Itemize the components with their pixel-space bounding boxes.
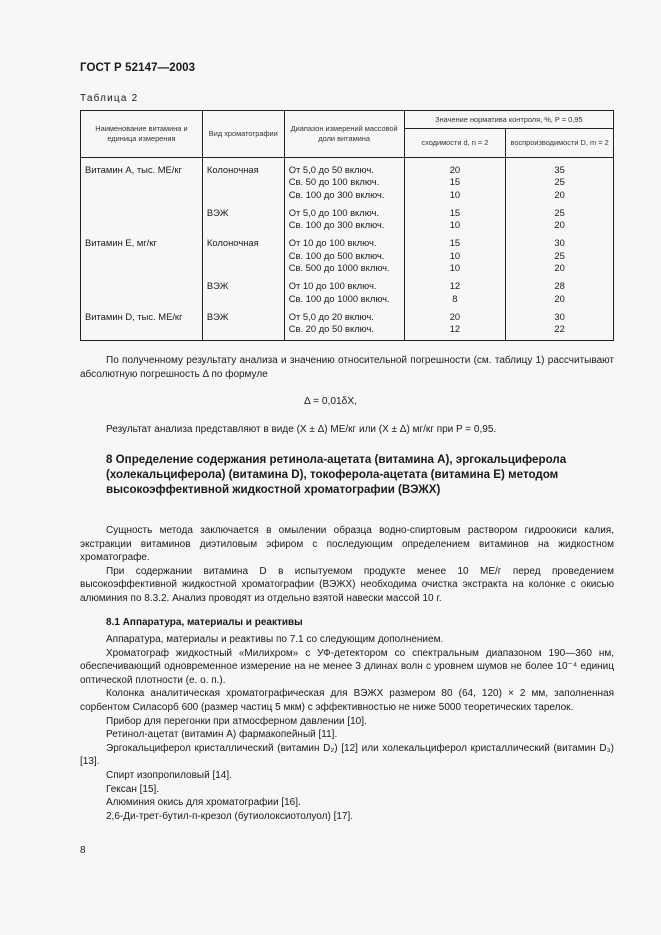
paragraph-text: Результат анализа представляют в виде (X ± Δ) МЕ/кг или (X ± Δ) мг/кг при P = 0,95. — [106, 424, 497, 435]
item-paragraph: Гексан [15]. — [106, 783, 160, 795]
cell-vitamin-text: Витамин А, тыс. МЕ/кг — [85, 164, 182, 175]
cell-range — [284, 201, 404, 232]
subsection-title: 8.1 Аппаратура, материалы и реактивы — [106, 617, 303, 628]
cell-range-line: От 5,0 до 100 включ. — [288, 206, 380, 218]
cell-repeatability — [404, 305, 506, 340]
paragraph-text: Сущность метода заключается в омылении образца водно-спиртовым раствором гидроокиси калия, экстракции витаминов диэтиловым эфиром с последующим определением витаминов на жидкостном хроматографе. — [80, 525, 614, 564]
table-row — [81, 201, 614, 232]
header-reproducibility: воспроизводимости D, m = 2 — [506, 129, 614, 158]
cell-chromatography-type-text: ВЭЖ — [206, 280, 229, 292]
cell-range-line: Св. 100 до 500 включ. — [288, 249, 385, 261]
cell-repeatability-line: 10 — [449, 249, 461, 261]
cell-vitamin — [81, 274, 203, 305]
table-row — [81, 305, 614, 340]
cell-range — [284, 231, 404, 274]
header-range: Диапазон измерений массовой доли витамина — [284, 111, 404, 158]
cell-chromatography-type — [202, 274, 284, 305]
header-repeatability: сходимости d, n = 2 — [404, 129, 506, 158]
paragraph-text: При содержании витамина D в испытуемом продукте менее 10 МЕ/г перед проведением высокоэффективной жидкостной хроматографии (ВЭЖХ) необходима очистка экстракта на колонке с окисью алюминия по 8.3.2. Анализ проводят из отдельно взятой навески массой 10 г. — [80, 565, 614, 604]
normatives-table — [80, 110, 614, 341]
subsection-body — [80, 633, 614, 823]
table-row — [81, 274, 614, 305]
cell-reproducibility-line: 20 — [554, 262, 565, 274]
cell-chromatography-type — [202, 158, 284, 201]
cell-range-line: От 5,0 до 50 включ. — [288, 164, 374, 175]
cell-reproducibility-line: 20 — [554, 188, 565, 200]
cell-reproducibility — [506, 274, 614, 305]
formula: Δ = 0,01δX, — [304, 396, 357, 407]
cell-reproducibility — [506, 305, 614, 340]
item-paragraph: Эргокальциферол кристаллический (витамин D₂) [12] или холекальциферол кристаллический (витамин D₃) [13]. — [80, 742, 614, 768]
document-header: ГОСТ Р 52147—2003 — [80, 62, 196, 74]
item-paragraph: Хроматограф жидкостный «Милихром» с УФ-детектором со спектральным диапазоном 190—360 нм, обеспечивающий одновременное измерение на не менее 3 длинах волн с уровнем шумов не более 10⁻⁴ единиц оптической плотности (е. о. п.). — [80, 647, 614, 686]
cell-repeatability-line: 10 — [449, 219, 461, 231]
cell-range-line: Св. 20 до 50 включ. — [288, 323, 374, 335]
cell-range-line: От 10 до 100 включ. — [288, 237, 377, 249]
cell-repeatability-line: 20 — [449, 310, 461, 322]
table-body — [81, 158, 614, 341]
item-paragraph: Ретинол-ацетат (витамин А) фармакопейный [11]. — [106, 729, 338, 741]
cell-reproducibility-line: 30 — [554, 310, 565, 322]
cell-range-line: От 5,0 до 20 включ. — [288, 310, 374, 322]
cell-vitamin-text: Витамин D, тыс. МЕ/кг — [85, 310, 183, 322]
cell-reproducibility-line: 22 — [554, 323, 565, 335]
cell-range — [284, 274, 404, 305]
cell-vitamin — [81, 158, 203, 201]
cell-range — [284, 305, 404, 340]
cell-repeatability — [404, 158, 506, 201]
cell-chromatography-type-text: Колоночная — [206, 237, 259, 249]
cell-range-line: Св. 100 до 300 включ. — [288, 188, 385, 200]
cell-repeatability — [404, 201, 506, 232]
header-vitamin: Наименование витамина и единица измерения — [81, 111, 203, 158]
cell-repeatability-line: 8 — [452, 292, 458, 304]
cell-repeatability-line: 15 — [449, 206, 461, 218]
section-body — [80, 524, 614, 606]
table-row — [81, 158, 614, 201]
cell-reproducibility — [506, 158, 614, 201]
cell-vitamin — [81, 231, 203, 274]
cell-reproducibility-line: 25 — [554, 249, 565, 261]
cell-chromatography-type — [202, 305, 284, 340]
paragraph-result — [80, 354, 614, 381]
cell-repeatability-line: 10 — [449, 262, 461, 274]
item-paragraph: Аппаратура, материалы и реактивы по 7.1 со следующим дополнением. — [106, 634, 444, 645]
cell-range-line: Св. 100 до 1000 включ. — [288, 292, 390, 304]
cell-reproducibility-line: 25 — [554, 206, 565, 218]
cell-vitamin — [81, 305, 203, 340]
cell-range-line: Св. 100 до 300 включ. — [288, 219, 385, 231]
cell-repeatability-line: 15 — [449, 176, 461, 188]
cell-chromatography-type — [202, 201, 284, 232]
cell-reproducibility — [506, 201, 614, 232]
item-paragraph: Спирт изопропиловый [14]. — [106, 769, 232, 781]
cell-range — [284, 158, 404, 201]
cell-chromatography-type-text: Колоночная — [206, 164, 259, 175]
cell-repeatability-line: 20 — [449, 164, 461, 175]
cell-reproducibility-line: 20 — [554, 292, 565, 304]
cell-repeatability — [404, 231, 506, 274]
cell-reproducibility — [506, 231, 614, 274]
table-caption: Таблица 2 — [80, 93, 139, 104]
paragraph-text: По полученному результату анализа и значению относительной погрешности (см. таблицу 1) рассчитывают абсолютную погрешность Δ по формуле — [80, 355, 614, 380]
cell-repeatability-line: 12 — [449, 323, 461, 335]
cell-reproducibility-line: 35 — [554, 164, 565, 175]
section-title: 8 Определение содержания ретинола-ацетата (витамина А), эргокальциферола (холекальциферола) (витамина D), токоферола-ацетата (витамина Е) методом высокоэффективной жидкостной хроматографии (ВЭЖХ) — [106, 453, 567, 497]
cell-reproducibility-line: 30 — [554, 237, 565, 249]
cell-chromatography-type — [202, 231, 284, 274]
table-row — [81, 231, 614, 274]
cell-repeatability-line: 15 — [449, 237, 461, 249]
item-paragraph: Алюминия окись для хроматографии [16]. — [106, 797, 301, 809]
cell-vitamin — [81, 201, 203, 232]
cell-repeatability-line: 12 — [449, 280, 461, 292]
cell-reproducibility-line: 20 — [554, 219, 565, 231]
cell-range-line: Св. 500 до 1000 включ. — [288, 262, 390, 274]
cell-repeatability — [404, 274, 506, 305]
cell-chromatography-type-text: ВЭЖ — [206, 206, 229, 218]
header-chromatography-type: Вид хроматографии — [202, 111, 284, 158]
cell-chromatography-type-text: ВЭЖ — [206, 310, 229, 322]
page-number: 8 — [80, 845, 86, 856]
header-norm-group: Значение норматива контроля, %, P = 0,95 — [404, 111, 613, 129]
cell-reproducibility-line: 28 — [554, 280, 565, 292]
cell-vitamin-text: Витамин Е, мг/кг — [85, 237, 157, 249]
cell-range-line: От 10 до 100 включ. — [288, 280, 377, 292]
cell-repeatability-line: 10 — [449, 188, 461, 200]
item-paragraph: Прибор для перегонки при атмосферном давлении [10]. — [106, 715, 367, 727]
item-paragraph: 2,6-Ди-трет-бутил-п-крезол (бутиолоксиотолуол) [17]. — [106, 810, 354, 822]
paragraph-result-form — [80, 423, 614, 437]
cell-range-line: Св. 50 до 100 включ. — [288, 176, 380, 188]
item-paragraph: Колонка аналитическая хроматографическая для ВЭЖХ размером 80 (64, 120) × 2 мм, заполненная сорбентом Силасорб 600 (размер частиц 5 мкм) с эффективностью не ниже 5000 теоретических тарелок. — [80, 688, 614, 713]
cell-reproducibility-line: 25 — [554, 176, 565, 188]
